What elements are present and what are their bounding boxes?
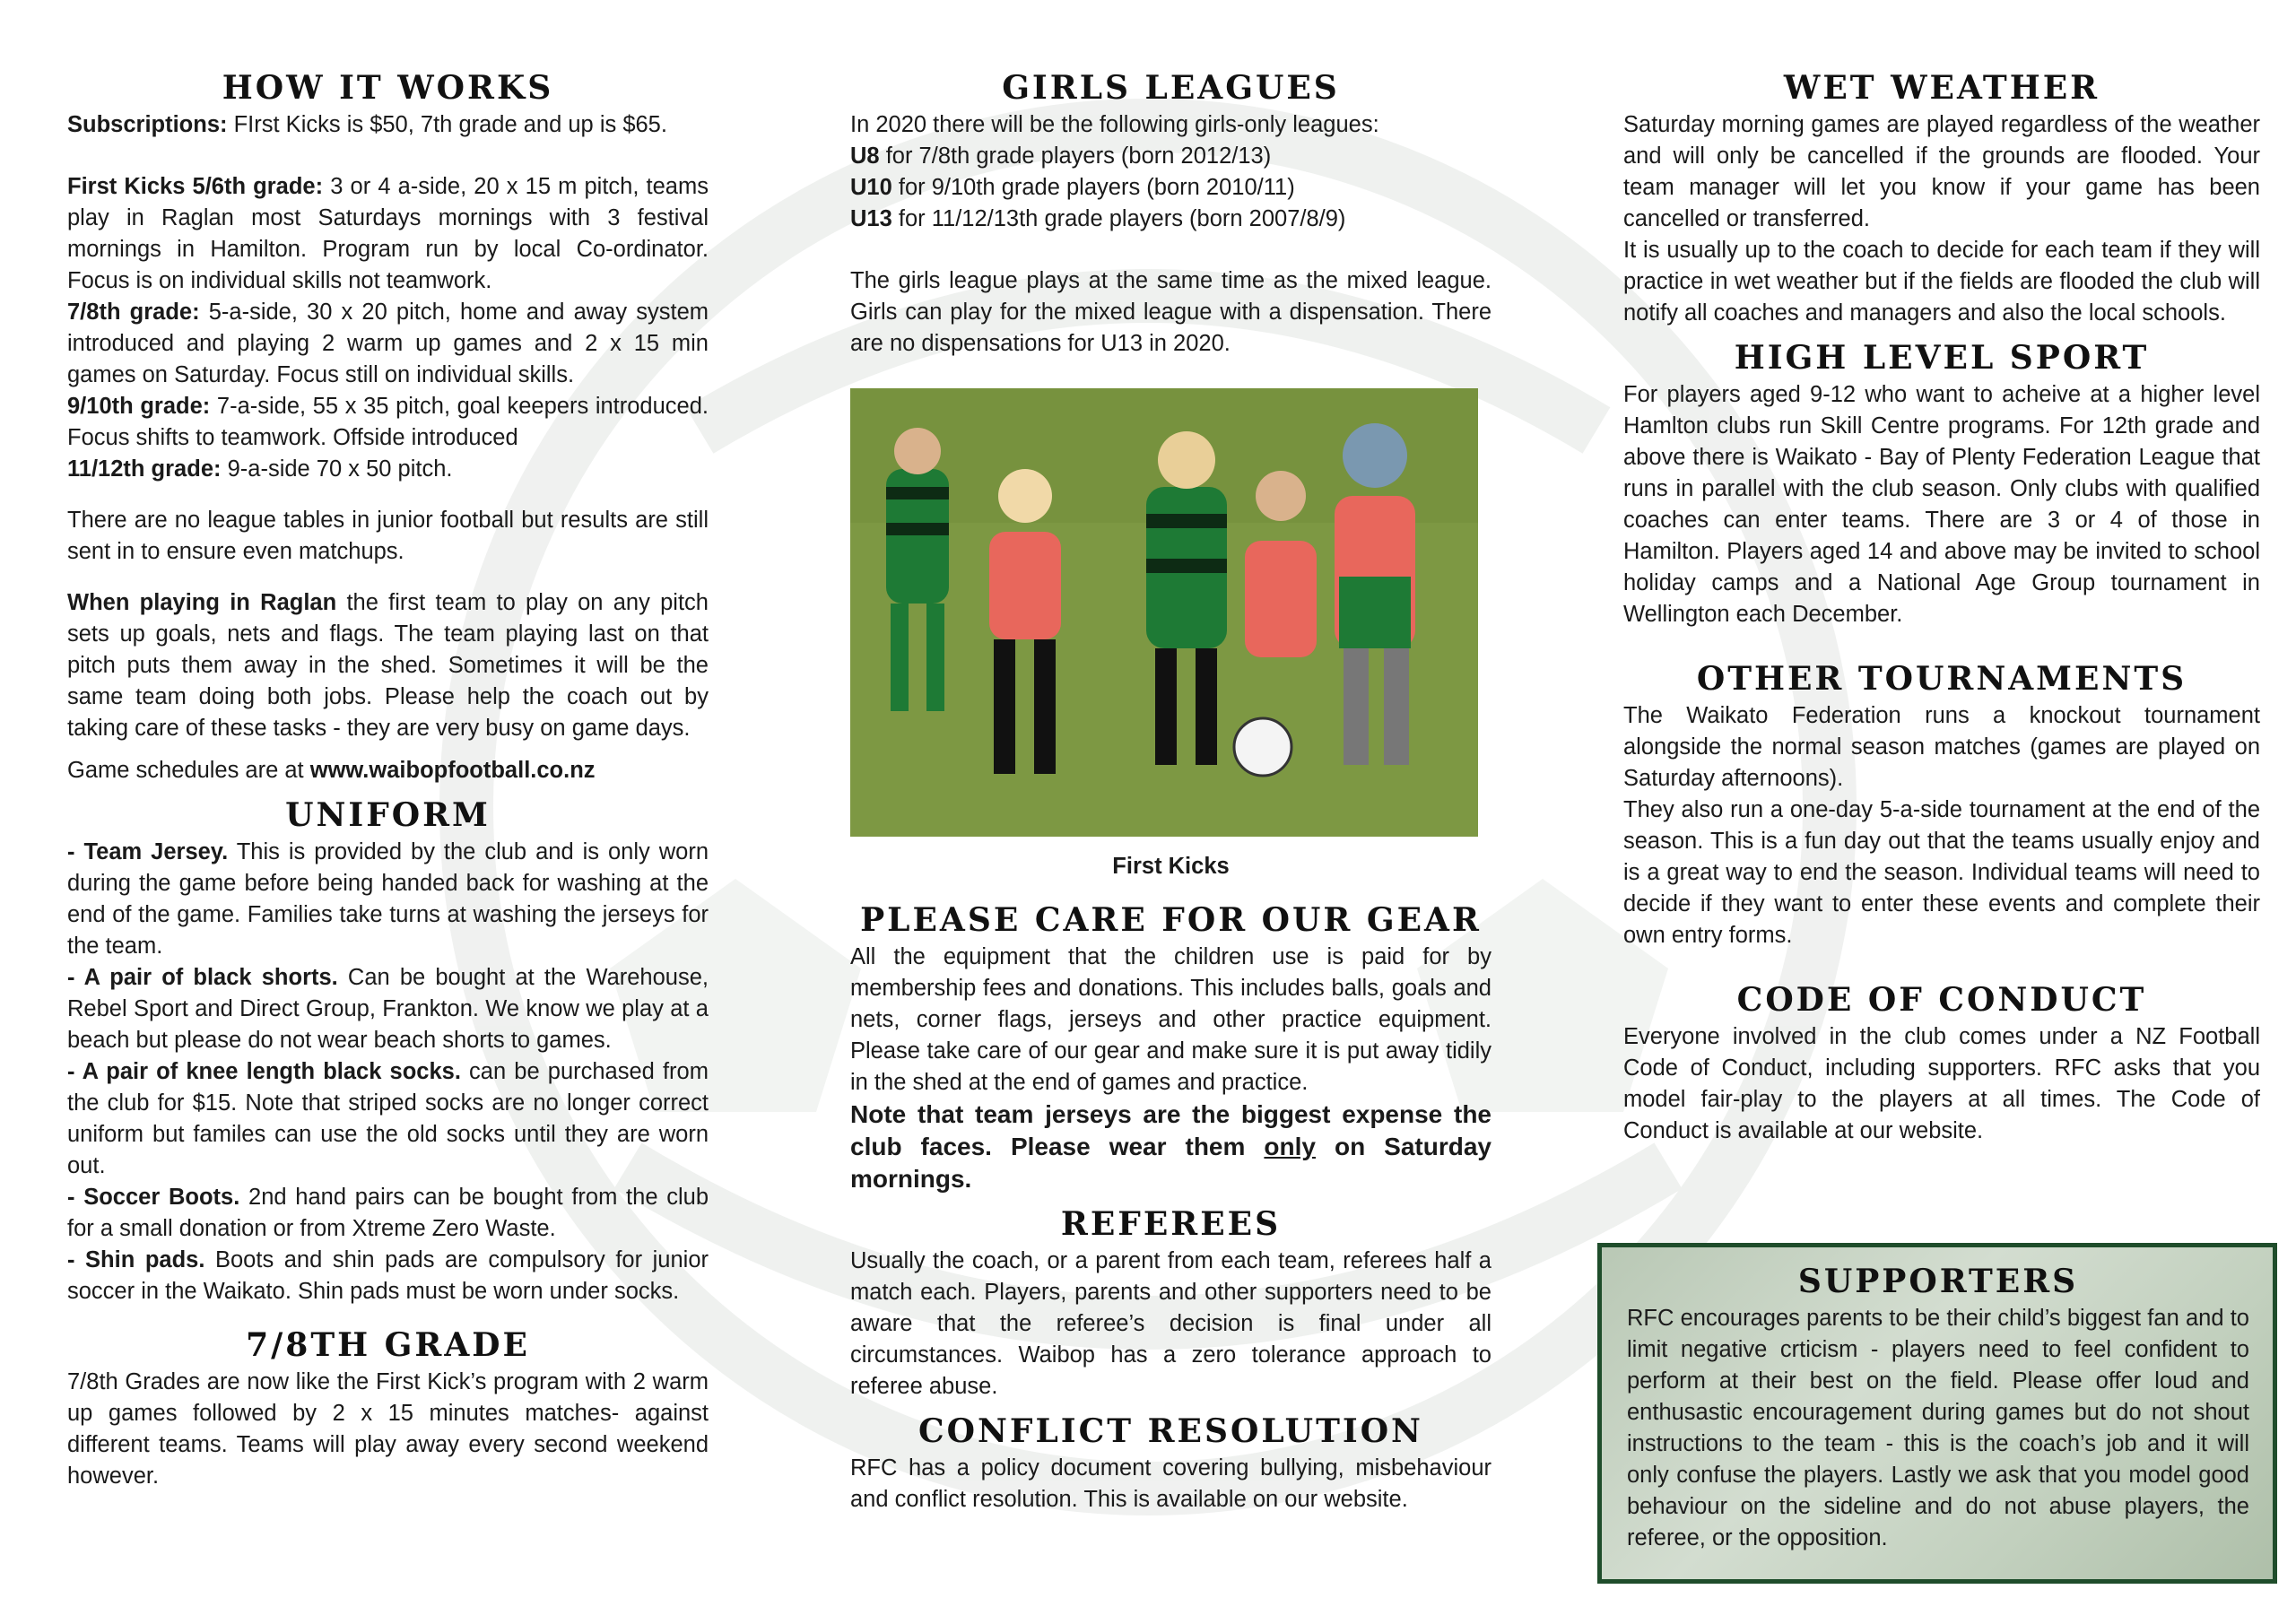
subscriptions-label: Subscriptions: <box>67 112 228 137</box>
uniform-item-text: This is provided by the club and is only worn during the game before being handed back for washing at the end of the game. Families take turns at washing the jerseys for the team. <box>67 839 709 959</box>
uniform-item-text: 2nd hand pairs can be bought from the club for a small donation or from Xtreme Zero Waste. <box>67 1185 709 1241</box>
uniform-item-label: - A pair of knee length black socks. <box>67 1059 461 1084</box>
right-column <box>1623 70 2260 1147</box>
grade78-label: 7/8th grade: <box>67 300 200 325</box>
first-kicks-paragraph <box>67 171 709 297</box>
first-kicks-label: First Kicks 5/6th grade: <box>67 174 324 199</box>
girls-league-item <box>850 172 1492 204</box>
uniform-item-text: Can be bought at the Warehouse, Rebel Sport and Direct Group, Frankton. We know we play at a beach but please do not wear beach shorts to games. <box>67 965 709 1053</box>
uniform-heading: UNIFORM <box>285 796 491 834</box>
girls-intro: In 2020 there will be the following girls-only leagues: <box>850 112 1379 137</box>
grade910-text: 7-a-side, 55 x 35 pitch, goal keepers introduced. Focus shifts to teamwork. Offside introduced <box>67 394 709 450</box>
grade1112-text: 9-a-side 70 x 50 pitch. <box>227 456 453 482</box>
girls-league-text: for 9/10th grade players (born 2010/11) <box>898 175 1295 200</box>
girls-league-label: U8 <box>850 143 880 169</box>
grade78-section-text: 7/8th Grades are now like the First Kick’s program with 2 warm up games followed by 2 x 15 minutes matches- against different teams. Teams will play away every second weekend however. <box>67 1369 709 1489</box>
schedules-paragraph <box>67 755 709 786</box>
gear-emphasis <box>850 1099 1492 1195</box>
gear-emphasis-underlined: only <box>1264 1133 1316 1160</box>
first-kicks-photo-illustration <box>850 388 1478 837</box>
conflict-heading: CONFLICT RESOLUTION <box>918 1412 1423 1450</box>
uniform-item <box>67 837 709 962</box>
subscriptions-paragraph <box>67 109 709 141</box>
girls-league-label: U13 <box>850 206 892 231</box>
grade910-paragraph <box>67 391 709 454</box>
conflict-text: RFC has a policy document covering bullying, misbehaviour and conflict resolution. This is available on our website. <box>850 1455 1492 1512</box>
conduct-text: Everyone involved in the club comes under a NZ Football Code of Conduct, including supporters. RFC asks that you model fair-play to the players at all times. The Code of Conduct is available at our website. <box>1623 1024 2260 1143</box>
high-level-heading: HIGH LEVEL SPORT <box>1734 339 2150 377</box>
girls-leagues-heading: GIRLS LEAGUES <box>1002 69 1340 107</box>
wet-weather-text: It is usually up to the coach to decide for each team if they will practice in wet weather but if the fields are flooded the club will notify all coaches and managers and also the local schools. <box>1623 238 2260 326</box>
uniform-item <box>67 962 709 1056</box>
tournaments-text: They also run a one-day 5-a-side tournament at the end of the season. This is a fun day out that the teams usually enjoy and is a great way to end the season. Individual teams will need to decide if they want to enter these events and complete their own entry forms. <box>1623 797 2260 948</box>
first-kicks-photo <box>850 388 1478 837</box>
supporters-box <box>1597 1243 2277 1584</box>
subscriptions-text: FIrst Kicks is $50, 7th grade and up is $65. <box>233 112 667 137</box>
girls-league-text: for 11/12/13th grade players (born 2007/8/9) <box>898 206 1346 231</box>
conduct-heading: CODE OF CONDUCT <box>1736 981 2147 1019</box>
wet-weather-text: Saturday morning games are played regardless of the weather and will only be cancelled if the grounds are flooded. Your team manager will let you know if your game has been cancelled or transferred. <box>1623 112 2260 231</box>
gear-text: All the equipment that the children use is paid for by membership fees and donations. This includes balls, goals and nets, corner flags, jerseys and other practice equipment. Please take care of our gear and make sure it is put away tidily in the shed at the end of games and practice. <box>850 944 1492 1095</box>
wet-weather-heading: WET WEATHER <box>1783 69 2100 107</box>
how-it-works-heading: HOW IT WORKS <box>222 69 554 107</box>
uniform-item-label: - A pair of black shorts. <box>67 965 338 990</box>
girls-league-item <box>850 141 1492 172</box>
grade78-heading: 7/8TH GRADE <box>246 1326 530 1364</box>
grade78-text: 5-a-side, 30 x 20 pitch, home and away system introduced and playing 2 warm up games and 2 x 15 min games on Saturday. Focus still on individual skills. <box>67 300 709 387</box>
uniform-item <box>67 1056 709 1182</box>
gear-heading: PLEASE CARE FOR OUR GEAR <box>860 901 1482 939</box>
uniform-item-label: - Shin pads. <box>67 1247 205 1272</box>
raglan-label: When playing in Raglan <box>67 590 337 615</box>
girls-league-label: U10 <box>850 175 892 200</box>
grade910-label: 9/10th grade: <box>67 394 211 419</box>
left-column <box>67 70 709 1492</box>
referees-text: Usually the coach, or a parent from each team, referees half a match each. Players, parents and other supporters need to be aware that the referee’s decision is final under all circumstances. Waibop has a zero tolerance approach to referee abuse. <box>850 1248 1492 1399</box>
photo-caption: First Kicks <box>1112 854 1230 879</box>
uniform-item-text: can be purchased from the club for $15. Note that striped socks are no longer correct uniform but familes can use the old socks until they are worn out. <box>67 1059 709 1178</box>
schedules-text: Game schedules are at <box>67 758 304 783</box>
supporters-heading: SUPPORTERS <box>1797 1263 2079 1300</box>
grade78-paragraph <box>67 297 709 391</box>
referees-heading: REFEREES <box>1060 1205 1282 1243</box>
girls-league-text: for 7/8th grade players (born 2012/13) <box>885 143 1272 169</box>
middle-column <box>850 70 1492 1515</box>
uniform-item-label: - Soccer Boots. <box>67 1185 240 1210</box>
league-tables-paragraph: There are no league tables in junior football but results are still sent in to ensure even matchups. <box>67 508 709 564</box>
gear-emphasis-before: Note that team jerseys are the biggest expense the club faces. Please wear them <box>850 1100 1492 1160</box>
raglan-paragraph <box>67 587 709 744</box>
schedules-link[interactable]: www.waibopfootball.co.nz <box>309 758 596 783</box>
first-kicks-text: 3 or 4 a-side, 20 x 15 m pitch, teams play in Raglan most Saturdays mornings with 3 festival mornings in Hamilton. Program run by local Co-ordinator. Focus is on individual skills not teamwork. <box>67 174 709 293</box>
gear-emphasis-after: on Saturday mornings. <box>850 1133 1492 1193</box>
uniform-item-text: Boots and shin pads are compulsory for junior soccer in the Waikato. Shin pads must be worn under socks. <box>67 1247 709 1304</box>
high-level-text: For players aged 9-12 who want to acheive at a higher level Hamlton clubs run Skill Centre programs. For 12th grade and above there is Waikato - Bay of Plenty Federation League that runs in parallel with the club season. Only clubs with qualified coaches can enter teams. There are 3 or 4 of those in Hamilton. Players aged 14 and above may be invited to school holiday camps and a National Age Group tournament in Wellington each December. <box>1623 382 2260 627</box>
grade1112-paragraph <box>67 454 709 485</box>
girls-league-text: The girls league plays at the same time as the mixed league. Girls can play for the mixed league with a dispensation. There are no dispensations for U13 in 2020. <box>850 268 1492 356</box>
uniform-item <box>67 1182 709 1245</box>
tournaments-heading: OTHER TOURNAMENTS <box>1696 660 2187 698</box>
raglan-text: the first team to play on any pitch sets up goals, nets and flags. The team playing last on that pitch puts them away in the shed. Sometimes it will be the same team doing both jobs. Please help the coach out by taking care of these tasks - they are very busy on game days. <box>67 590 709 741</box>
uniform-item-label: - Team Jersey. <box>67 839 229 864</box>
tournaments-text: The Waikato Federation runs a knockout tournament alongside the normal season matches (games are played on Saturday afternoons). <box>1623 703 2260 791</box>
girls-league-item <box>850 204 1492 235</box>
uniform-item <box>67 1245 709 1307</box>
grade1112-label: 11/12th grade: <box>67 456 222 482</box>
supporters-text: RFC encourages parents to be their child’s biggest fan and to limit negative crticism - players need to feel confident to perform at their best on the field. Please offer loud and enthusastic encouragement during games but do not shout instructions to the team - this is the coach’s job and it will only confuse the players. Lastly we ask that you model good behaviour on the sideline and do not abuse players, the referee, or the opposition. <box>1627 1306 2249 1550</box>
